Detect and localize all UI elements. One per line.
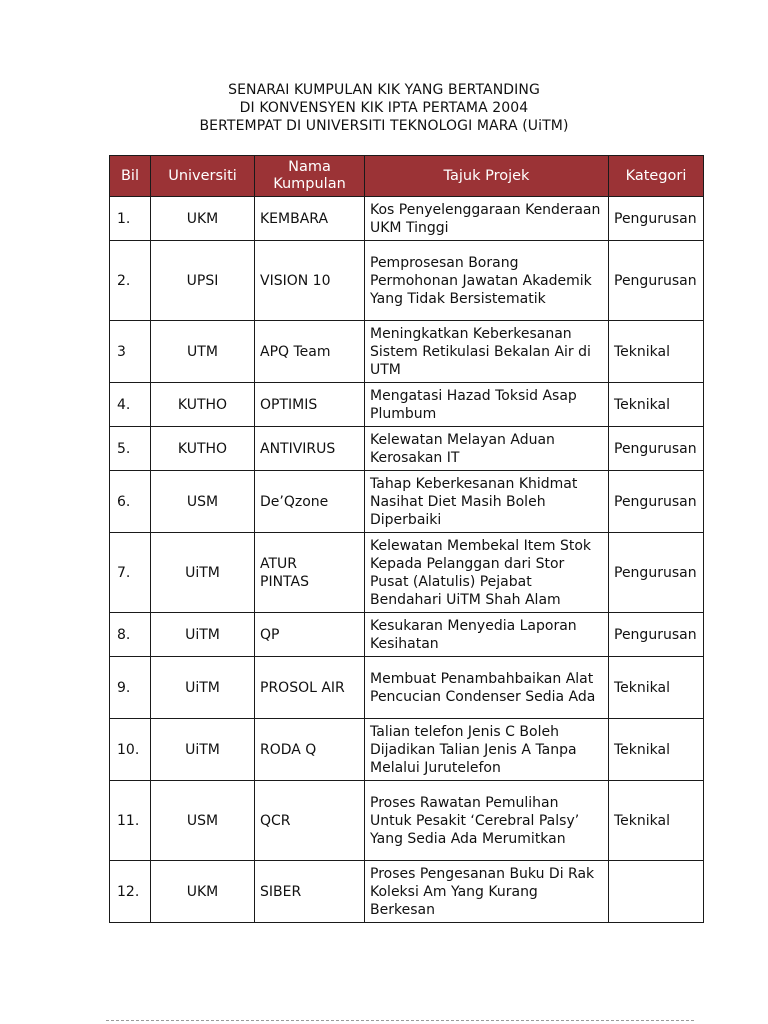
title-line-2: DI KONVENSYEN KIK IPTA PERTAMA 2004	[239, 100, 529, 116]
table-row	[110, 657, 704, 719]
cell-nama-kumpulan: APQ Team	[255, 321, 365, 383]
cell-kategori: Teknikal	[609, 657, 704, 719]
table-row	[110, 719, 704, 781]
cell-universiti: UPSI	[151, 241, 255, 321]
groups-table	[109, 155, 704, 923]
cell-universiti: UiTM	[151, 719, 255, 781]
cell-tajuk-projek: Pemprosesan Borang Permohonan Jawatan Akademik Yang Tidak Bersistematik	[365, 241, 609, 321]
cell-tajuk-projek: Membuat Penambahbaikan Alat Pencucian Condenser Sedia Ada	[365, 657, 609, 719]
cell-kategori: Teknikal	[609, 383, 704, 427]
header-bil: Bil	[110, 156, 151, 197]
cell-kategori: Pengurusan	[609, 427, 704, 471]
cell-kategori: Teknikal	[609, 719, 704, 781]
page-break-line	[106, 1020, 694, 1021]
cell-universiti: UKM	[151, 861, 255, 923]
cell-bil: 5.	[110, 427, 151, 471]
cell-universiti: UTM	[151, 321, 255, 383]
table-row	[110, 861, 704, 923]
cell-tajuk-projek: Talian telefon Jenis C Boleh Dijadikan Talian Jenis A Tanpa Melalui Jurutelefon	[365, 719, 609, 781]
cell-nama-kumpulan: KEMBARA	[255, 197, 365, 241]
cell-kategori: Pengurusan	[609, 613, 704, 657]
header-tajuk-projek: Tajuk Projek	[365, 156, 609, 197]
header-nama-kumpulan: Nama Kumpulan	[255, 156, 365, 197]
cell-tajuk-projek: Tahap Keberkesanan Khidmat Nasihat Diet Masih Boleh Diperbaiki	[365, 471, 609, 533]
table-row	[110, 471, 704, 533]
table-row	[110, 321, 704, 383]
cell-nama-kumpulan: PROSOL AIR	[255, 657, 365, 719]
table-row	[110, 241, 704, 321]
header-kategori: Kategori	[609, 156, 704, 197]
cell-kategori: Pengurusan	[609, 197, 704, 241]
header-universiti: Universiti	[151, 156, 255, 197]
cell-tajuk-projek: Proses Rawatan Pemulihan Untuk Pesakit ‘Cerebral Palsy’ Yang Sedia Ada Merumitkan	[365, 781, 609, 861]
title-line-1: SENARAI KUMPULAN KIK YANG BERTANDING	[228, 82, 540, 98]
table-row	[110, 613, 704, 657]
cell-nama-kumpulan: VISION 10	[255, 241, 365, 321]
cell-universiti: UKM	[151, 197, 255, 241]
table-row	[110, 533, 704, 613]
cell-tajuk-projek: Meningkatkan Keberkesanan Sistem Retikulasi Bekalan Air di UTM	[365, 321, 609, 383]
cell-kategori	[609, 861, 704, 923]
cell-nama-kumpulan: QP	[255, 613, 365, 657]
cell-universiti: USM	[151, 471, 255, 533]
cell-nama-kumpulan: RODA Q	[255, 719, 365, 781]
cell-nama-kumpulan: QCR	[255, 781, 365, 861]
cell-universiti: UiTM	[151, 533, 255, 613]
cell-bil: 11.	[110, 781, 151, 861]
title-line-3: BERTEMPAT DI UNIVERSITI TEKNOLOGI MARA (UiTM)	[199, 118, 569, 134]
cell-universiti: UiTM	[151, 657, 255, 719]
cell-tajuk-projek: Kelewatan Membekal Item Stok Kepada Pelanggan dari Stor Pusat (Alatulis) Pejabat Bendahari UiTM Shah Alam	[365, 533, 609, 613]
table-row	[110, 427, 704, 471]
cell-bil: 8.	[110, 613, 151, 657]
cell-tajuk-projek: Kelewatan Melayan Aduan Kerosakan IT	[365, 427, 609, 471]
table-row	[110, 781, 704, 861]
cell-bil: 12.	[110, 861, 151, 923]
cell-universiti: KUTHO	[151, 427, 255, 471]
cell-tajuk-projek: Mengatasi Hazad Toksid Asap Plumbum	[365, 383, 609, 427]
cell-nama-kumpulan: SIBER	[255, 861, 365, 923]
cell-nama-kumpulan: OPTIMIS	[255, 383, 365, 427]
cell-bil: 9.	[110, 657, 151, 719]
table-row	[110, 197, 704, 241]
cell-bil: 1.	[110, 197, 151, 241]
cell-tajuk-projek: Proses Pengesanan Buku Di Rak Koleksi Am Yang Kurang Berkesan	[365, 861, 609, 923]
cell-bil: 3	[110, 321, 151, 383]
cell-tajuk-projek: Kos Penyelenggaraan Kenderaan UKM Tinggi	[365, 197, 609, 241]
cell-bil: 10.	[110, 719, 151, 781]
cell-kategori: Teknikal	[609, 781, 704, 861]
table-header-row	[110, 156, 704, 197]
cell-bil: 6.	[110, 471, 151, 533]
cell-bil: 2.	[110, 241, 151, 321]
cell-bil: 7.	[110, 533, 151, 613]
cell-bil: 4.	[110, 383, 151, 427]
cell-nama-kumpulan: ATUR PINTAS	[255, 533, 365, 613]
cell-kategori: Pengurusan	[609, 241, 704, 321]
document-title	[0, 81, 768, 135]
table-row	[110, 383, 704, 427]
cell-kategori: Pengurusan	[609, 471, 704, 533]
cell-universiti: USM	[151, 781, 255, 861]
cell-universiti: UiTM	[151, 613, 255, 657]
cell-tajuk-projek: Kesukaran Menyedia Laporan Kesihatan	[365, 613, 609, 657]
cell-nama-kumpulan: De’Qzone	[255, 471, 365, 533]
cell-nama-kumpulan: ANTIVIRUS	[255, 427, 365, 471]
cell-kategori: Teknikal	[609, 321, 704, 383]
cell-kategori: Pengurusan	[609, 533, 704, 613]
cell-universiti: KUTHO	[151, 383, 255, 427]
